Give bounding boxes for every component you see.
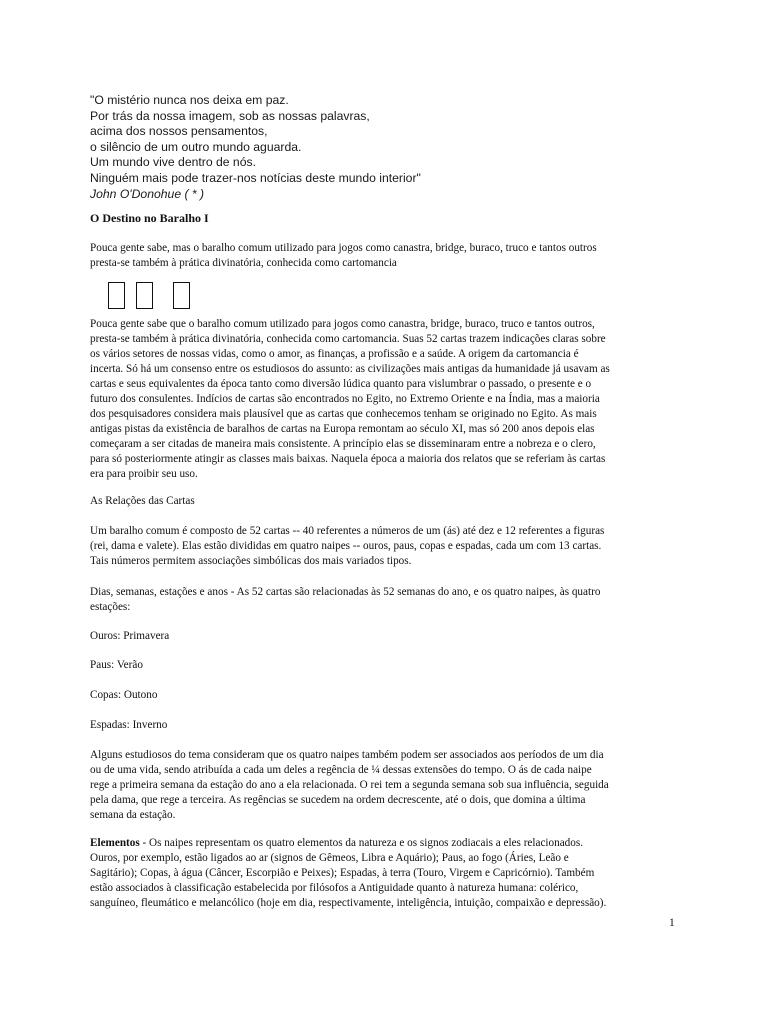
paragraph-line: os vários setores de nossas vidas, como o amor, as finanças, a profissão e a saúde. A origem da cartomancia é (90, 348, 579, 360)
quote-line: acima dos nossos pensamentos, (90, 124, 268, 139)
paragraph-line: Dias, semanas, estações e anos - As 52 cartas são relacionadas às 52 semanas do ano, e os quatro naipes, às quatro (90, 586, 601, 598)
intro-paragraph (90, 241, 680, 271)
page-number: 1 (669, 917, 675, 929)
deck-composition-paragraph (90, 524, 680, 569)
quote-line: o silêncio de um outro mundo aguarda. (90, 139, 302, 154)
paragraph-line: rege a primeira semana da estação do ano a ela relacionada. O rei tem a segunda semana sob sua influência, seguida (90, 779, 609, 791)
paragraph-line: para só posteriormente atingir as classes mais baixas. Naquela época a maioria dos relatos que se referiam às cartas (90, 453, 606, 465)
paragraph-line: Pouca gente sabe, mas o baralho comum utilizado para jogos como canastra, bridge, buraco, truco e tantos outros (90, 242, 597, 254)
missing-glyph-box (173, 282, 190, 309)
paragraph-line: presta-se também à prática divinatória, conhecida como cartomancia (90, 257, 397, 269)
elements-paragraph (90, 836, 680, 911)
regency-paragraph (90, 748, 680, 823)
paragraph-line: incerta. Só há um consenso entre os estudiosos do assunto: as civilizações mais antigas da humanidade já usavam as (90, 363, 610, 375)
section-title (90, 494, 680, 509)
paragraph-line: (rei, dama e valete). Elas estão divididas em quatro naipes -- ouros, paus, copas e espadas, cada um com 13 cartas. (90, 540, 602, 552)
seasons-intro-paragraph (90, 585, 680, 615)
quote-line: Por trás da nossa imagem, sob as nossas palavras, (90, 108, 370, 123)
paragraph-line: cartas e seus equivalentes da época tanto como diversão lúdica quanto para vislumbrar o passado, o presente e o (90, 378, 592, 390)
paragraph-line: ou de uma vida, sendo atribuída a cada um deles a regência de ¼ dessas extensões do tempo. O ás de cada naipe (90, 764, 592, 776)
missing-glyph-box (136, 282, 153, 309)
paragraph-line: estações: (90, 601, 131, 613)
paragraph-line: começaram a ser citadas de maneira mais consistente. A princípio elas se disseminaram entre a nobreza e o clero, (90, 438, 596, 450)
paragraph-line: futuro dos consulentes. Indícios de cartas são encontrados no Egito, no Extremo Oriente e na Índia, mas a maioria (90, 393, 600, 405)
paragraph-line: era para proibir seu uso. (90, 468, 198, 480)
season-ouros (90, 629, 680, 644)
quote-line: Um mundo vive dentro de nós. (90, 155, 256, 170)
paragraph-line: Alguns estudiosos do tema consideram que os quatro naipes também podem ser associados aos períodos de um dia (90, 749, 604, 761)
season-line: Ouros: Primavera (90, 630, 170, 642)
history-paragraph (90, 317, 680, 482)
paragraph-line: estão associados à classificação estabelecida por filósofos a Antiguidade quanto à natureza humana: colérico, (90, 882, 579, 894)
elements-bold-lead: Elementos (90, 837, 140, 849)
quote-line: Ninguém mais pode trazer-nos notícias deste mundo interior" (90, 170, 421, 185)
paragraph-line: pela dama, que rege a terceira. As regências se sucedem na ordem decrescente, até o dois, que domina a última (90, 794, 586, 806)
paragraph-line: Sagitário); Copas, à água (Câncer, Escorpião e Peixes); Espadas, à terra (Touro, Virgem e Capricórnio). Também (90, 867, 595, 879)
season-espadas (90, 718, 680, 733)
missing-glyph-box (108, 282, 125, 309)
paragraph-line: dos pesquisadores considera mais plausível que as cartas que conhecemos tenham se originado no Egito. As mais (90, 408, 597, 420)
epigraph-quote (90, 93, 421, 202)
season-line: Paus: Verão (90, 659, 143, 671)
season-line: Copas: Outono (90, 689, 158, 701)
paragraph-line (90, 836, 680, 851)
paragraph-line: Um baralho comum é composto de 52 cartas -- 40 referentes a números de um (ás) até dez e 12 referentes a figuras (90, 525, 605, 537)
season-copas (90, 688, 680, 703)
paragraph-line: presta-se também à prática divinatória, conhecida como cartomancia. Suas 52 cartas trazem indicações claras sobre (90, 333, 606, 345)
quote-line: "O mistério nunca nos deixa em paz. (90, 93, 289, 107)
document-heading: O Destino no Baralho I (90, 211, 209, 225)
season-paus (90, 658, 680, 673)
elements-first-line: - Os naipes representam os quatro elementos da natureza e os signos zodiacais a eles relacionados. (139, 837, 584, 849)
quote-author: John O'Donohue ( * ) (90, 186, 205, 201)
paragraph-line: Tais números permitem associações simbólicas dos mais variados tipos. (90, 555, 412, 567)
paragraph-line: Ouros, por exemplo, estão ligados ao ar (signos de Gêmeos, Libra e Aquário); Paus, ao fogo (Áries, Leão e (90, 852, 569, 864)
paragraph-line: sanguíneo, fleumático e melancólico (hoje em dia, respectivamente, inteligência, intuição, compaixão e depressão). (90, 897, 607, 909)
paragraph-line: semana da estação. (90, 809, 176, 821)
paragraph-line: antigas pistas da existência de baralhos de cartas na Europa remontam ao século XI, mas só 200 anos depois elas (90, 423, 595, 435)
paragraph-line: Pouca gente sabe que o baralho comum utilizado para jogos como canastra, bridge, buraco, truco e tantos outros, (90, 318, 595, 330)
section-title-text: As Relações das Cartas (90, 495, 195, 507)
season-line: Espadas: Inverno (90, 719, 168, 731)
